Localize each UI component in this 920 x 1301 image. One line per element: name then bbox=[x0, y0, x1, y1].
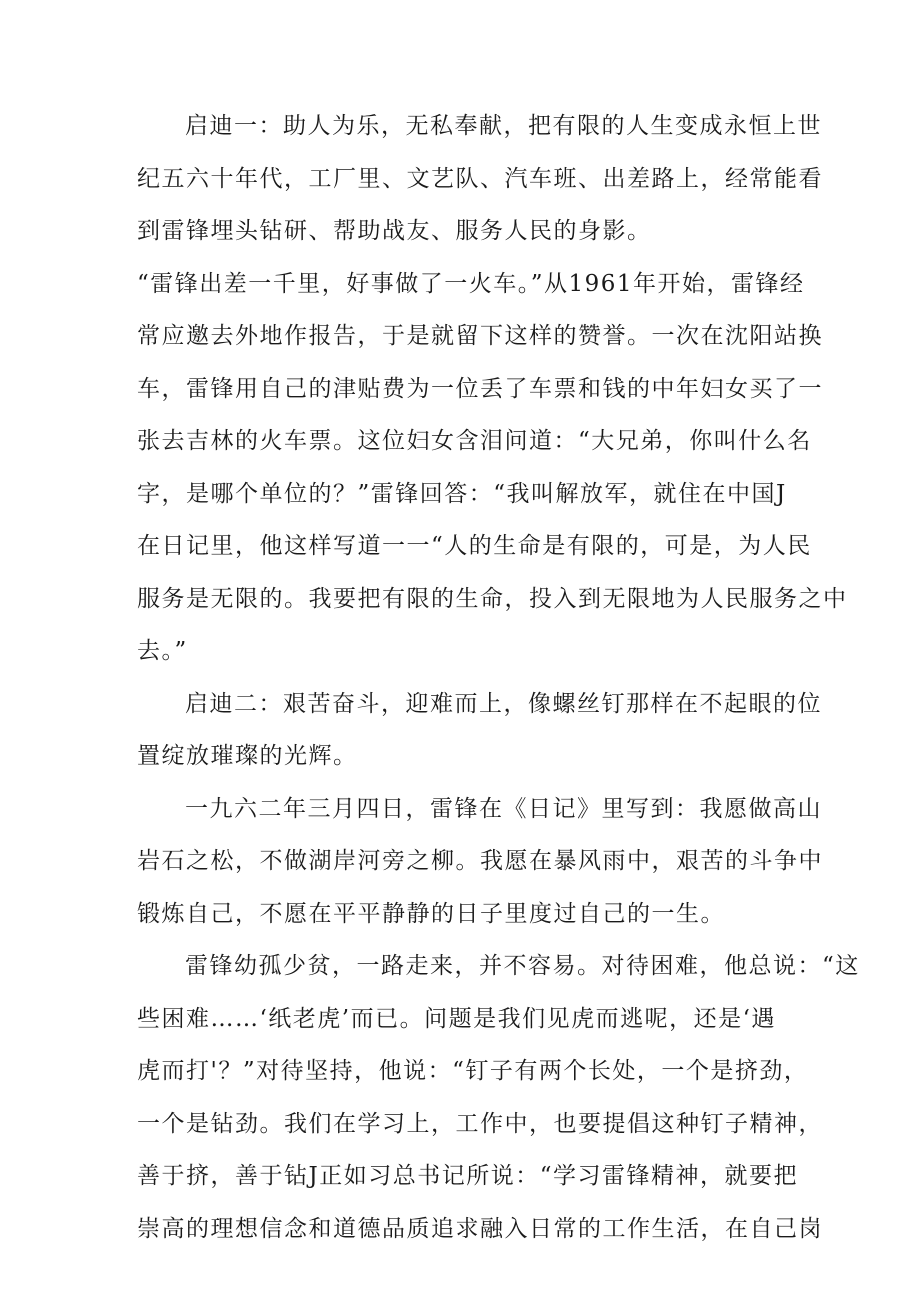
paragraph-line: 崇高的理想信念和道德品质追求融入日常的工作生活，在自己岗 bbox=[137, 1215, 823, 1242]
paragraph-line: 到雷锋埋头钻研、帮助战友、服务人民的身影。 bbox=[137, 218, 652, 244]
paragraph-line: 启迪一：助人为乐，无私奉献，把有限的人生变成永恒上世 bbox=[185, 113, 822, 139]
paragraph-line: 在日记里，他这样写道一一“人的生命是有限的，可是，为人民 bbox=[137, 533, 812, 559]
paragraph-line: 岩石之松，不做湖岸河旁之柳。我愿在暴风雨中，艰苦的斗争中 bbox=[137, 848, 823, 874]
paragraph-line: 启迪二：艰苦奋斗，迎难而上，像螺丝钉那样在不起眼的位 bbox=[185, 690, 822, 717]
paragraph-line: 纪五六十年代，工厂里、文艺队、汽车班、出差路上，经常能看 bbox=[137, 165, 823, 192]
paragraph-line: 善于挤，善于钻J正如习总书记所说：“学习雷锋精神，就要把 bbox=[137, 1163, 798, 1189]
paragraph-line: 常应邀去外地作报告，于是就留下这样的赞誉。一次在沈阳站换 bbox=[137, 323, 823, 349]
paragraph-line: 虎而打'？”对待坚持，他说：“钉子有两个长处，一个是挤劲， bbox=[137, 1058, 809, 1084]
paragraph-line: 服务是无限的。我要把有限的生命，投入到无限地为人民服务之中 bbox=[137, 585, 848, 612]
paragraph-line: 去。” bbox=[137, 638, 188, 664]
paragraph-line: 雷锋幼孤少贫，一路走来，并不容易。对待困难，他总说：“这 bbox=[185, 953, 860, 979]
paragraph-line: 车，雷锋用自己的津贴费为一位丢了车票和钱的中年妇女买了一 bbox=[137, 375, 823, 402]
paragraph-line: 锻炼自己，不愿在平平静静的日子里度过自己的一生。 bbox=[137, 900, 725, 927]
paragraph-line: 置绽放璀璨的光辉。 bbox=[137, 743, 358, 769]
paragraph-line: 张去吉林的火车票。这位妇女含泪问道：“大兄弟，你叫什么名 bbox=[137, 428, 812, 454]
paragraph-line: 些困难……‘纸老虎’而已。问题是我们见虎而逃呢，还是‘遇 bbox=[137, 1005, 776, 1032]
paragraph-line: 一九六二年三月四日，雷锋在《日记》里写到：我愿做高山 bbox=[185, 795, 822, 822]
document-body bbox=[137, 100, 860, 1255]
paragraph-line: 一个是钻劲。我们在学习上，工作中，也要提倡这种钉子精神， bbox=[137, 1110, 823, 1137]
paragraph-line: 字，是哪个单位的？”雷锋回答：“我叫解放军，就住在中国J bbox=[137, 480, 787, 507]
paragraph-line: “雷锋出差一千里，好事做了一火车。”从1961年开始，雷锋经 bbox=[137, 270, 805, 297]
